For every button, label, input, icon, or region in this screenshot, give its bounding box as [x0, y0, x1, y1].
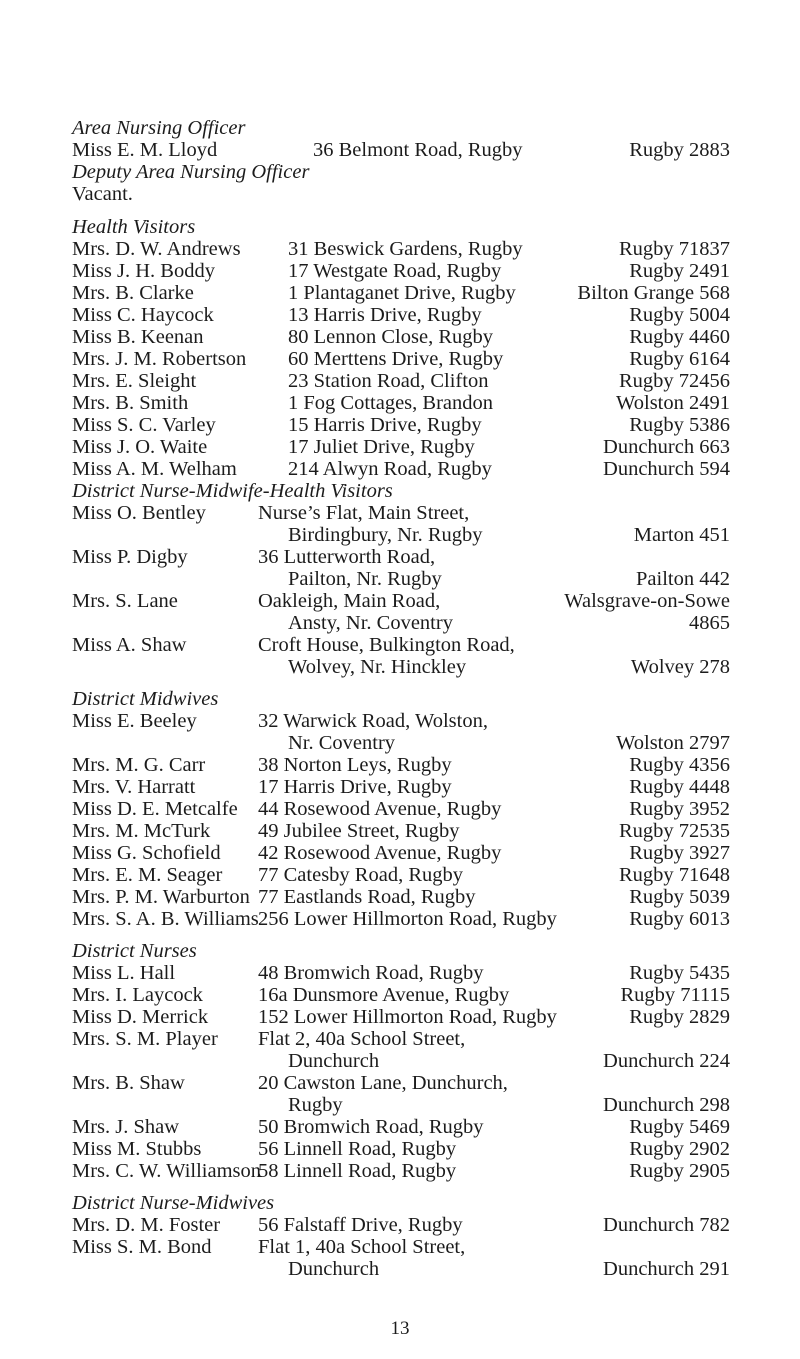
nurse-midwife-phone: Dunchurch 782 [603, 1214, 730, 1236]
midwife-phone: Wolston 2797 [616, 732, 730, 754]
nurse-midwife-name: Mrs. D. M. Foster [72, 1214, 221, 1236]
nurse-name: Mrs. B. Shaw [72, 1072, 185, 1094]
nurse-phone: Rugby 5435 [629, 962, 730, 984]
midwife-name: Mrs. P. M. Warburton [72, 886, 250, 908]
midwife-phone: Rugby 72535 [618, 820, 730, 842]
hv-name: Mrs. J. M. Robertson [72, 348, 247, 370]
hv-name: Mrs. D. W. Andrews [72, 238, 241, 260]
hv-address: 80 Lennon Close, Rugby [288, 326, 493, 348]
nmhv-name: Miss P. Digby [72, 546, 188, 568]
nurse-name: Miss L. Hall [72, 962, 176, 984]
officer-phone: Rugby 2883 [629, 139, 730, 161]
midwife-name: Miss E. Beeley [72, 710, 197, 732]
nmhv-phone-exchange: Walsgrave-on-Sowe [564, 590, 730, 612]
hv-name: Miss J. O. Waite [72, 436, 208, 458]
hv-name: Mrs. E. Sleight [72, 370, 197, 392]
nurse-address: 58 Linnell Road, Rugby [258, 1160, 457, 1182]
nurse-address: 152 Lower Hillmorton Road, Rugby [258, 1006, 557, 1028]
hv-address: 1 Plantaganet Drive, Rugby [288, 282, 516, 304]
nurse-phone: Rugby 2902 [629, 1138, 730, 1160]
hv-phone: Dunchurch 594 [603, 458, 730, 480]
hv-address: 17 Westgate Road, Rugby [288, 260, 502, 282]
officer-name: Miss E. M. Lloyd [72, 139, 218, 161]
midwife-name: Miss G. Schofield [72, 842, 221, 864]
section-heading-midwives: District Midwives [72, 688, 219, 710]
nurse-name: Mrs. C. W. Williamson [72, 1160, 262, 1182]
nurse-phone: Rugby 2829 [629, 1006, 730, 1028]
hv-address: 13 Harris Drive, Rugby [288, 304, 482, 326]
hv-address: 23 Station Road, Clifton [288, 370, 489, 392]
nurse-address: 16a Dunsmore Avenue, Rugby [258, 984, 510, 1006]
nurse-address: 56 Linnell Road, Rugby [258, 1138, 457, 1160]
hv-phone: Rugby 72456 [618, 370, 730, 392]
midwife-address: 77 Eastlands Road, Rugby [258, 886, 476, 908]
nmhv-address-line2: Ansty, Nr. Coventry [288, 612, 453, 634]
hv-phone: Bilton Grange 568 [577, 282, 730, 304]
nmhv-address-line2: Wolvey, Nr. Hinckley [288, 656, 467, 678]
nmhv-name: Miss O. Bentley [72, 502, 206, 524]
hv-name: Mrs. B. Clarke [72, 282, 194, 304]
hv-name: Miss S. C. Varley [72, 414, 216, 436]
hv-phone: Rugby 2491 [629, 260, 730, 282]
nurse-midwife-address: 56 Falstaff Drive, Rugby [258, 1214, 463, 1236]
section-heading-deputy: Deputy Area Nursing Officer [72, 161, 310, 183]
nurse-midwife-name: Miss S. M. Bond [72, 1236, 212, 1258]
hv-name: Miss C. Haycock [72, 304, 214, 326]
midwife-phone: Rugby 5039 [629, 886, 730, 908]
hv-phone: Rugby 71837 [618, 238, 730, 260]
hv-address: 214 Alwyn Road, Rugby [288, 458, 492, 480]
nurse-midwife-address-line1: Flat 1, 40a School Street, [258, 1236, 466, 1258]
hv-phone: Rugby 6164 [629, 348, 730, 370]
section-heading-area-officer: Area Nursing Officer [72, 117, 246, 139]
midwife-name: Mrs. M. G. Carr [72, 754, 206, 776]
nurse-phone: Rugby 5469 [629, 1116, 730, 1138]
nurse-midwife-address-line2: Dunchurch [288, 1258, 380, 1280]
nmhv-address-line1: Croft House, Bulkington Road, [258, 634, 515, 656]
midwife-phone: Rugby 3952 [629, 798, 730, 820]
nurse-address: 48 Bromwich Road, Rugby [258, 962, 484, 984]
nurse-name: Mrs. S. M. Player [72, 1028, 218, 1050]
nmhv-phone: Pailton 442 [636, 568, 730, 590]
nmhv-address-line2: Pailton, Nr. Rugby [288, 568, 442, 590]
midwife-phone: Rugby 4448 [629, 776, 730, 798]
nmhv-phone: Marton 451 [633, 524, 730, 546]
section-heading-nurse-midwives: District Nurse-Midwives [72, 1192, 275, 1214]
midwife-address-line2: Nr. Coventry [288, 732, 396, 754]
midwife-phone: Rugby 6013 [629, 908, 730, 930]
midwife-address: 77 Catesby Road, Rugby [258, 864, 463, 886]
deputy-status: Vacant. [72, 183, 133, 205]
nmhv-address-line1: 36 Lutterworth Road, [258, 546, 436, 568]
nmhv-address-line1: Oakleigh, Main Road, [258, 590, 441, 612]
midwife-name: Mrs. S. A. B. Williams [72, 908, 259, 930]
nurse-address-line1: Flat 2, 40a School Street, [258, 1028, 466, 1050]
nurse-phone: Dunchurch 298 [603, 1094, 730, 1116]
midwife-address: 17 Harris Drive, Rugby [258, 776, 452, 798]
nmhv-name: Mrs. S. Lane [72, 590, 178, 612]
nurse-address-line2: Dunchurch [288, 1050, 380, 1072]
midwife-name: Miss D. E. Metcalfe [72, 798, 238, 820]
section-heading-health-visitors: Health Visitors [72, 216, 196, 238]
section-heading-nurse-midwife-hv: District Nurse-Midwife-Health Visitors [72, 480, 393, 502]
midwife-name: Mrs. E. M. Seager [72, 864, 223, 886]
nurse-midwife-phone: Dunchurch 291 [603, 1258, 730, 1280]
midwife-name: Mrs. V. Harratt [72, 776, 196, 798]
hv-address: 60 Merttens Drive, Rugby [288, 348, 504, 370]
nurse-address-line1: 20 Cawston Lane, Dunchurch, [258, 1072, 508, 1094]
nurse-name: Miss M. Stubbs [72, 1138, 202, 1160]
midwife-name: Mrs. M. McTurk [72, 820, 211, 842]
nurse-name: Mrs. I. Laycock [72, 984, 203, 1006]
nurse-phone: Rugby 71115 [620, 984, 730, 1006]
nurse-address-line2: Rugby [288, 1094, 343, 1116]
nurse-phone: Rugby 2905 [629, 1160, 730, 1182]
nmhv-name: Miss A. Shaw [72, 634, 187, 656]
midwife-address-line1: 32 Warwick Road, Wolston, [258, 710, 488, 732]
hv-phone: Dunchurch 663 [603, 436, 730, 458]
nmhv-phone: Wolvey 278 [630, 656, 730, 678]
nmhv-phone: 4865 [689, 612, 730, 634]
midwife-address: 49 Jubilee Street, Rugby [258, 820, 460, 842]
nurse-name: Mrs. J. Shaw [72, 1116, 180, 1138]
hv-name: Miss A. M. Welham [72, 458, 237, 480]
hv-address: 17 Juliet Drive, Rugby [288, 436, 475, 458]
hv-phone: Wolston 2491 [616, 392, 730, 414]
hv-address: 15 Harris Drive, Rugby [288, 414, 482, 436]
nmhv-address-line2: Birdingbury, Nr. Rugby [288, 524, 483, 546]
midwife-phone: Rugby 71648 [618, 864, 730, 886]
section-heading-nurses: District Nurses [72, 940, 197, 962]
hv-address: 31 Beswick Gardens, Rugby [288, 238, 523, 260]
midwife-phone: Rugby 3927 [629, 842, 730, 864]
midwife-address: 38 Norton Leys, Rugby [258, 754, 452, 776]
officer-address: 36 Belmont Road, Rugby [313, 139, 523, 161]
midwife-phone: Rugby 4356 [629, 754, 730, 776]
nmhv-address-line1: Nurse’s Flat, Main Street, [258, 502, 470, 524]
hv-name: Mrs. B. Smith [72, 392, 189, 414]
hv-name: Miss J. H. Boddy [72, 260, 215, 282]
hv-name: Miss B. Keenan [72, 326, 204, 348]
midwife-address: 42 Rosewood Avenue, Rugby [258, 842, 502, 864]
hv-phone: Rugby 4460 [629, 326, 730, 348]
nurse-phone: Dunchurch 224 [603, 1050, 730, 1072]
nurse-name: Miss D. Merrick [72, 1006, 209, 1028]
hv-phone: Rugby 5004 [629, 304, 730, 326]
midwife-address: 44 Rosewood Avenue, Rugby [258, 798, 502, 820]
hv-address: 1 Fog Cottages, Brandon [288, 392, 493, 414]
hv-phone: Rugby 5386 [629, 414, 730, 436]
nurse-address: 50 Bromwich Road, Rugby [258, 1116, 484, 1138]
page-number: 13 [390, 1318, 410, 1339]
midwife-address: 256 Lower Hillmorton Road, Rugby [258, 908, 557, 930]
